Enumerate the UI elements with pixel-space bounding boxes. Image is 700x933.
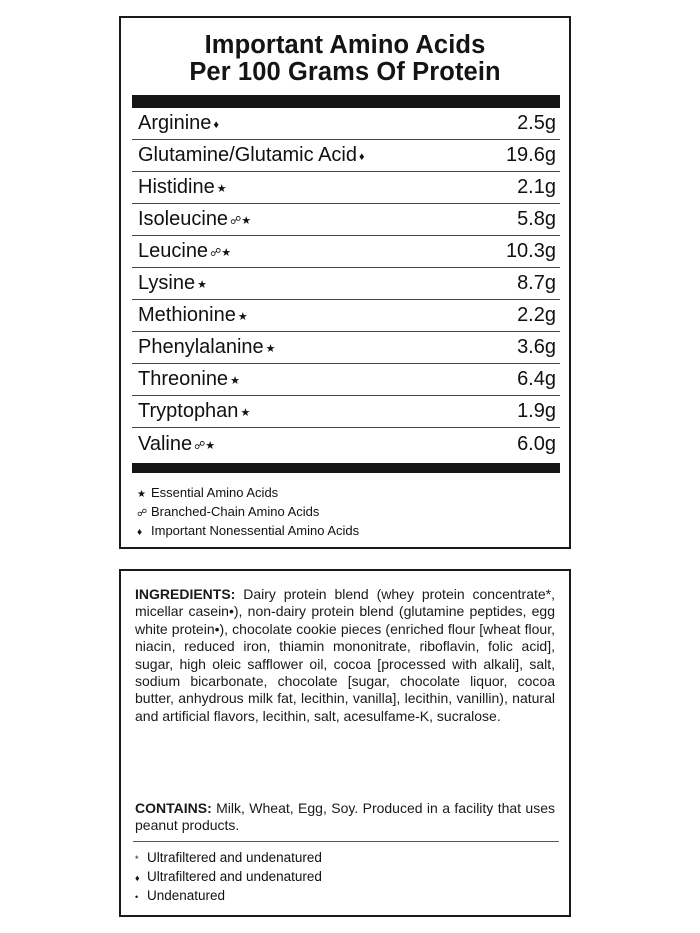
amino-acid-name (138, 208, 251, 231)
ingredients-text: Dairy protein blend (whey protein concentrate*, micellar casein•), non-dairy protein blend (glutamine peptides, egg white protein•), chocolate cookie pieces (enriched flour [wheat flour, niacin, reduced iron, thiamin mononitrate, riboflavin, folic acid], sugar, high oleic safflower oil, cocoa [processed with alkali], salt, sodium bicarbonate, chocolate [sugar, chocolate liquor, cocoa butter, anhydrous milk fat, lecithin, vanilla], lecithin, vanillin), natural and artificial flavors, lecithin, salt, acesulfame-K, sucralose. (135, 586, 556, 724)
amino-acid-row (132, 268, 560, 300)
title-line-2: Per 100 Grams Of Protein (189, 58, 501, 86)
legend-symbol: ★ (137, 489, 146, 500)
amino-acid-name (138, 112, 219, 135)
legend-item (137, 484, 359, 503)
amino-acid-row (132, 236, 560, 268)
amino-acid-value: 2.2g (517, 304, 556, 326)
amino-acid-symbols: ☍★ (194, 440, 216, 452)
amino-acid-value: 6.4g (517, 368, 556, 390)
amino-acid-name (138, 336, 276, 359)
ingredients-panel (119, 569, 571, 917)
amino-acid-label: Glutamine/Glutamic Acid (138, 144, 357, 166)
amino-acid-name (138, 176, 227, 199)
amino-acids-panel (119, 16, 571, 549)
amino-acid-label: Valine (138, 433, 193, 455)
amino-acid-label: Methionine (138, 304, 236, 326)
bottom-divider-bar (132, 463, 560, 473)
amino-acids-title (121, 32, 569, 86)
amino-acid-symbols: ★ (230, 375, 240, 387)
amino-acid-label: Histidine (138, 176, 215, 198)
amino-acid-symbols: ★ (216, 183, 227, 195)
symbol-legend (137, 484, 359, 541)
amino-acid-label: Leucine (138, 240, 209, 262)
contains-text: Milk, Wheat, Egg, Soy. Produced in a facility that uses peanut products. (135, 800, 556, 834)
amino-acid-row (132, 396, 560, 428)
amino-acid-value: 8.7g (517, 272, 556, 294)
amino-acid-name (138, 368, 240, 391)
footnote-text: Ultrafiltered and undenatured (147, 869, 322, 884)
amino-acid-row (132, 332, 560, 364)
amino-acid-name (138, 272, 207, 295)
footnote-item (135, 868, 322, 887)
amino-acid-symbols: ★ (197, 279, 207, 291)
amino-acid-value: 10.3g (505, 240, 556, 262)
amino-acid-row (132, 364, 560, 396)
amino-acid-symbols: ★ (237, 311, 248, 323)
amino-acid-name (138, 433, 215, 456)
amino-acid-name (138, 240, 231, 263)
legend-item (137, 503, 359, 522)
amino-acid-symbols: ☍★ (230, 215, 252, 227)
amino-acid-value: 2.1g (517, 176, 556, 198)
ingredients-paragraph (135, 586, 555, 725)
ingredients-label: INGREDIENTS: (135, 586, 236, 602)
amino-acid-symbols: ♦ (358, 150, 365, 163)
legend-text: Essential Amino Acids (151, 485, 279, 500)
contains-paragraph (135, 800, 555, 835)
amino-acid-value: 6.0g (517, 433, 556, 455)
title-line-1: Important Amino Acids (204, 31, 486, 59)
amino-acid-label: Isoleucine (138, 208, 229, 230)
amino-acid-label: Threonine (138, 368, 229, 390)
amino-acid-value: 3.6g (517, 336, 556, 358)
amino-acid-row (132, 172, 560, 204)
amino-acid-symbols: ★ (240, 407, 251, 419)
footnote-text: Ultrafiltered and undenatured (147, 850, 322, 865)
amino-acid-name (138, 144, 365, 167)
amino-acid-name (138, 400, 250, 423)
footnote-text: Undenatured (147, 888, 226, 903)
amino-acid-symbols: ♦ (213, 118, 220, 131)
footnote-symbol: ♦ (135, 873, 140, 883)
legend-symbol: ☍ (137, 508, 148, 519)
amino-acid-name (138, 304, 248, 327)
amino-acid-table (132, 108, 560, 461)
footnote-item (135, 849, 322, 868)
amino-acid-row (132, 108, 560, 140)
amino-acid-value: 5.8g (517, 208, 556, 230)
amino-acid-label: Phenylalanine (138, 336, 264, 358)
amino-acid-value: 2.5g (517, 112, 556, 134)
legend-item (137, 522, 359, 541)
amino-acid-symbols: ☍★ (210, 247, 232, 259)
amino-acid-label: Arginine (138, 112, 212, 134)
legend-text: Branched-Chain Amino Acids (151, 504, 320, 519)
footnote-symbol: * (135, 854, 139, 864)
amino-acid-symbols: ★ (265, 343, 276, 355)
footnote-item (135, 887, 322, 906)
footnote-symbol: • (135, 892, 139, 902)
legend-symbol: ♦ (137, 527, 143, 538)
amino-acid-value: 19.6g (505, 144, 556, 166)
footnotes (135, 849, 322, 906)
amino-acid-label: Tryptophan (138, 400, 239, 422)
contains-label: CONTAINS: (135, 800, 212, 816)
legend-text: Important Nonessential Amino Acids (151, 523, 360, 538)
amino-acid-label: Lysine (138, 272, 196, 294)
amino-acid-value: 1.9g (517, 400, 556, 422)
amino-acid-row (132, 428, 560, 461)
amino-acid-row (132, 140, 560, 172)
amino-acid-row (132, 204, 560, 236)
amino-acid-row (132, 300, 560, 332)
top-divider-bar (132, 95, 560, 108)
notes-divider (133, 841, 559, 842)
